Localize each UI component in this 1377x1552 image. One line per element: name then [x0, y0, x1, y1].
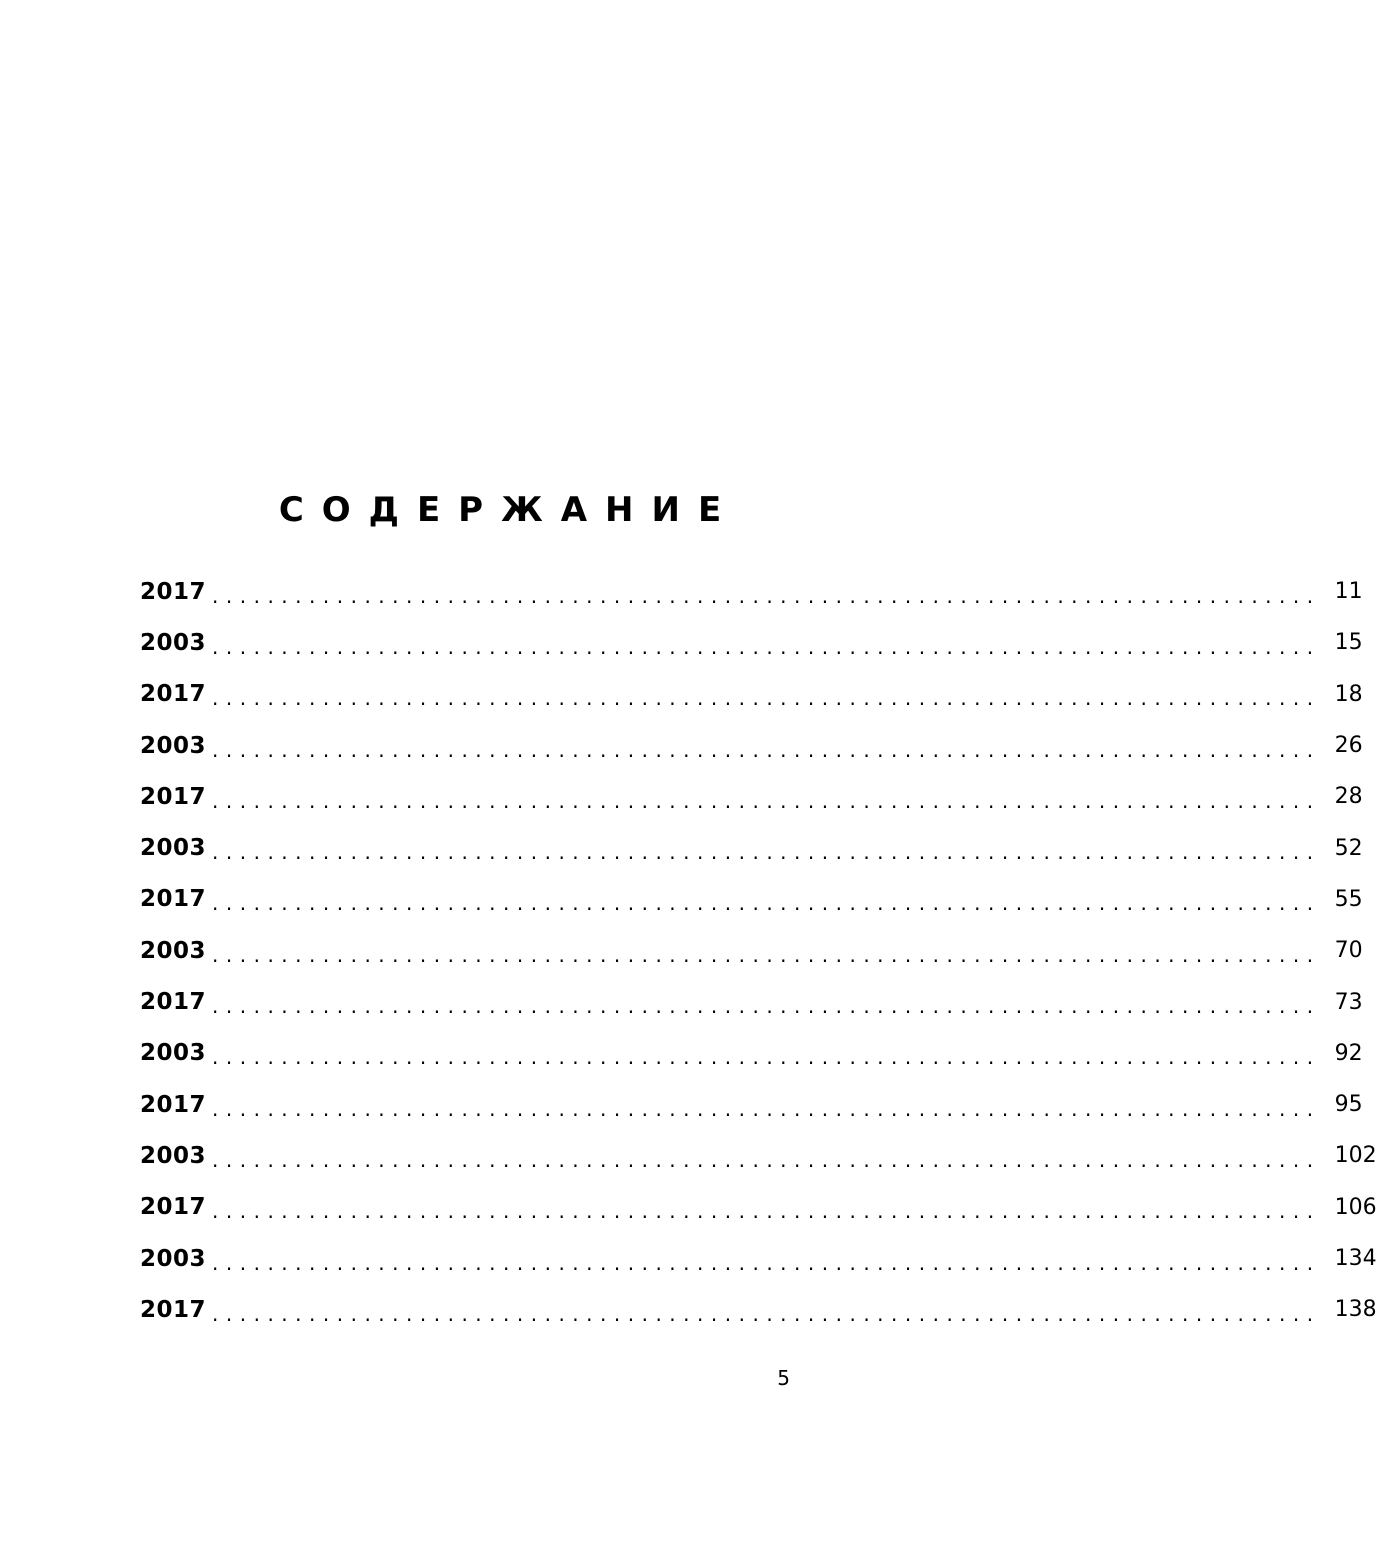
toc-entry[interactable] — [140, 976, 1363, 1027]
table-of-contents — [140, 566, 1377, 1335]
toc-entry[interactable] — [140, 669, 1363, 720]
toc-entry-page: 55 — [1321, 887, 1363, 912]
toc-entry-label: 2017 — [140, 1194, 212, 1220]
dot-leader: ................................................................................ — [212, 1250, 1321, 1275]
toc-entry-label: 2003 — [140, 938, 212, 964]
toc-entry[interactable] — [140, 720, 1363, 771]
toc-entry[interactable] — [140, 1182, 1377, 1233]
toc-entry-label: 2017 — [140, 579, 212, 605]
toc-entry-page: 102 — [1321, 1143, 1377, 1168]
dot-leader: ................................................................................ — [212, 1096, 1321, 1121]
dot-leader: ................................................................................ — [212, 942, 1321, 967]
toc-entry-page: 26 — [1321, 733, 1363, 758]
toc-entry[interactable] — [140, 1130, 1377, 1181]
toc-entry-label: 2003 — [140, 1246, 212, 1272]
toc-entry-page: 134 — [1321, 1246, 1377, 1271]
toc-entry[interactable] — [140, 771, 1363, 822]
toc-entry-page: 15 — [1321, 630, 1363, 655]
toc-entry-page: 70 — [1321, 938, 1363, 963]
toc-entry[interactable] — [140, 566, 1363, 617]
toc-entry-label: 2017 — [140, 681, 212, 707]
toc-entry-label: 2017 — [140, 1092, 212, 1118]
toc-entry-page: 52 — [1321, 836, 1363, 861]
toc-entry[interactable] — [140, 1284, 1377, 1335]
dot-leader: ................................................................................ — [212, 737, 1321, 762]
toc-entry-label: 2003 — [140, 733, 212, 759]
toc-entry-label: 2003 — [140, 630, 212, 656]
toc-entry-page: 92 — [1321, 1041, 1363, 1066]
toc-entry[interactable] — [140, 1233, 1377, 1284]
toc-entry-label: 2017 — [140, 989, 212, 1015]
toc-entry-label: 2003 — [140, 1040, 212, 1066]
toc-entry-page: 138 — [1321, 1297, 1377, 1322]
toc-entry-label: 2017 — [140, 1297, 212, 1323]
toc-entry-label: 2017 — [140, 886, 212, 912]
dot-leader: ................................................................................ — [212, 1147, 1321, 1172]
dot-leader: ................................................................................ — [212, 788, 1321, 813]
toc-entry-label: 2003 — [140, 835, 212, 861]
dot-leader: ................................................................................ — [212, 686, 1321, 711]
toc-entry[interactable] — [140, 822, 1363, 873]
toc-entry-page: 18 — [1321, 682, 1363, 707]
dot-leader: ................................................................................ — [212, 1045, 1321, 1070]
dot-leader: ................................................................................ — [212, 994, 1321, 1019]
page-title: СОДЕРЖАНИЕ — [278, 489, 740, 530]
dot-leader: ................................................................................ — [212, 1199, 1321, 1224]
toc-entry-label: 2003 — [140, 1143, 212, 1169]
dot-leader: ................................................................................ — [212, 891, 1321, 916]
dot-leader: ................................................................................ — [212, 1301, 1321, 1326]
toc-entry-page: 73 — [1321, 990, 1363, 1015]
toc-entry[interactable] — [140, 874, 1363, 925]
toc-entry-page: 11 — [1321, 579, 1363, 604]
toc-entry[interactable] — [140, 617, 1363, 668]
toc-entry-page: 95 — [1321, 1092, 1363, 1117]
toc-entry-page: 106 — [1321, 1195, 1377, 1220]
toc-entry-label: 2017 — [140, 784, 212, 810]
toc-entry-page: 28 — [1321, 784, 1363, 809]
page-number: 5 — [777, 1366, 790, 1390]
toc-entry[interactable] — [140, 1079, 1363, 1130]
dot-leader: ................................................................................ — [212, 840, 1321, 865]
toc-entry[interactable] — [140, 925, 1363, 976]
dot-leader: ................................................................................ — [212, 634, 1321, 659]
toc-entry[interactable] — [140, 1028, 1363, 1079]
dot-leader: ................................................................................ — [212, 583, 1321, 608]
